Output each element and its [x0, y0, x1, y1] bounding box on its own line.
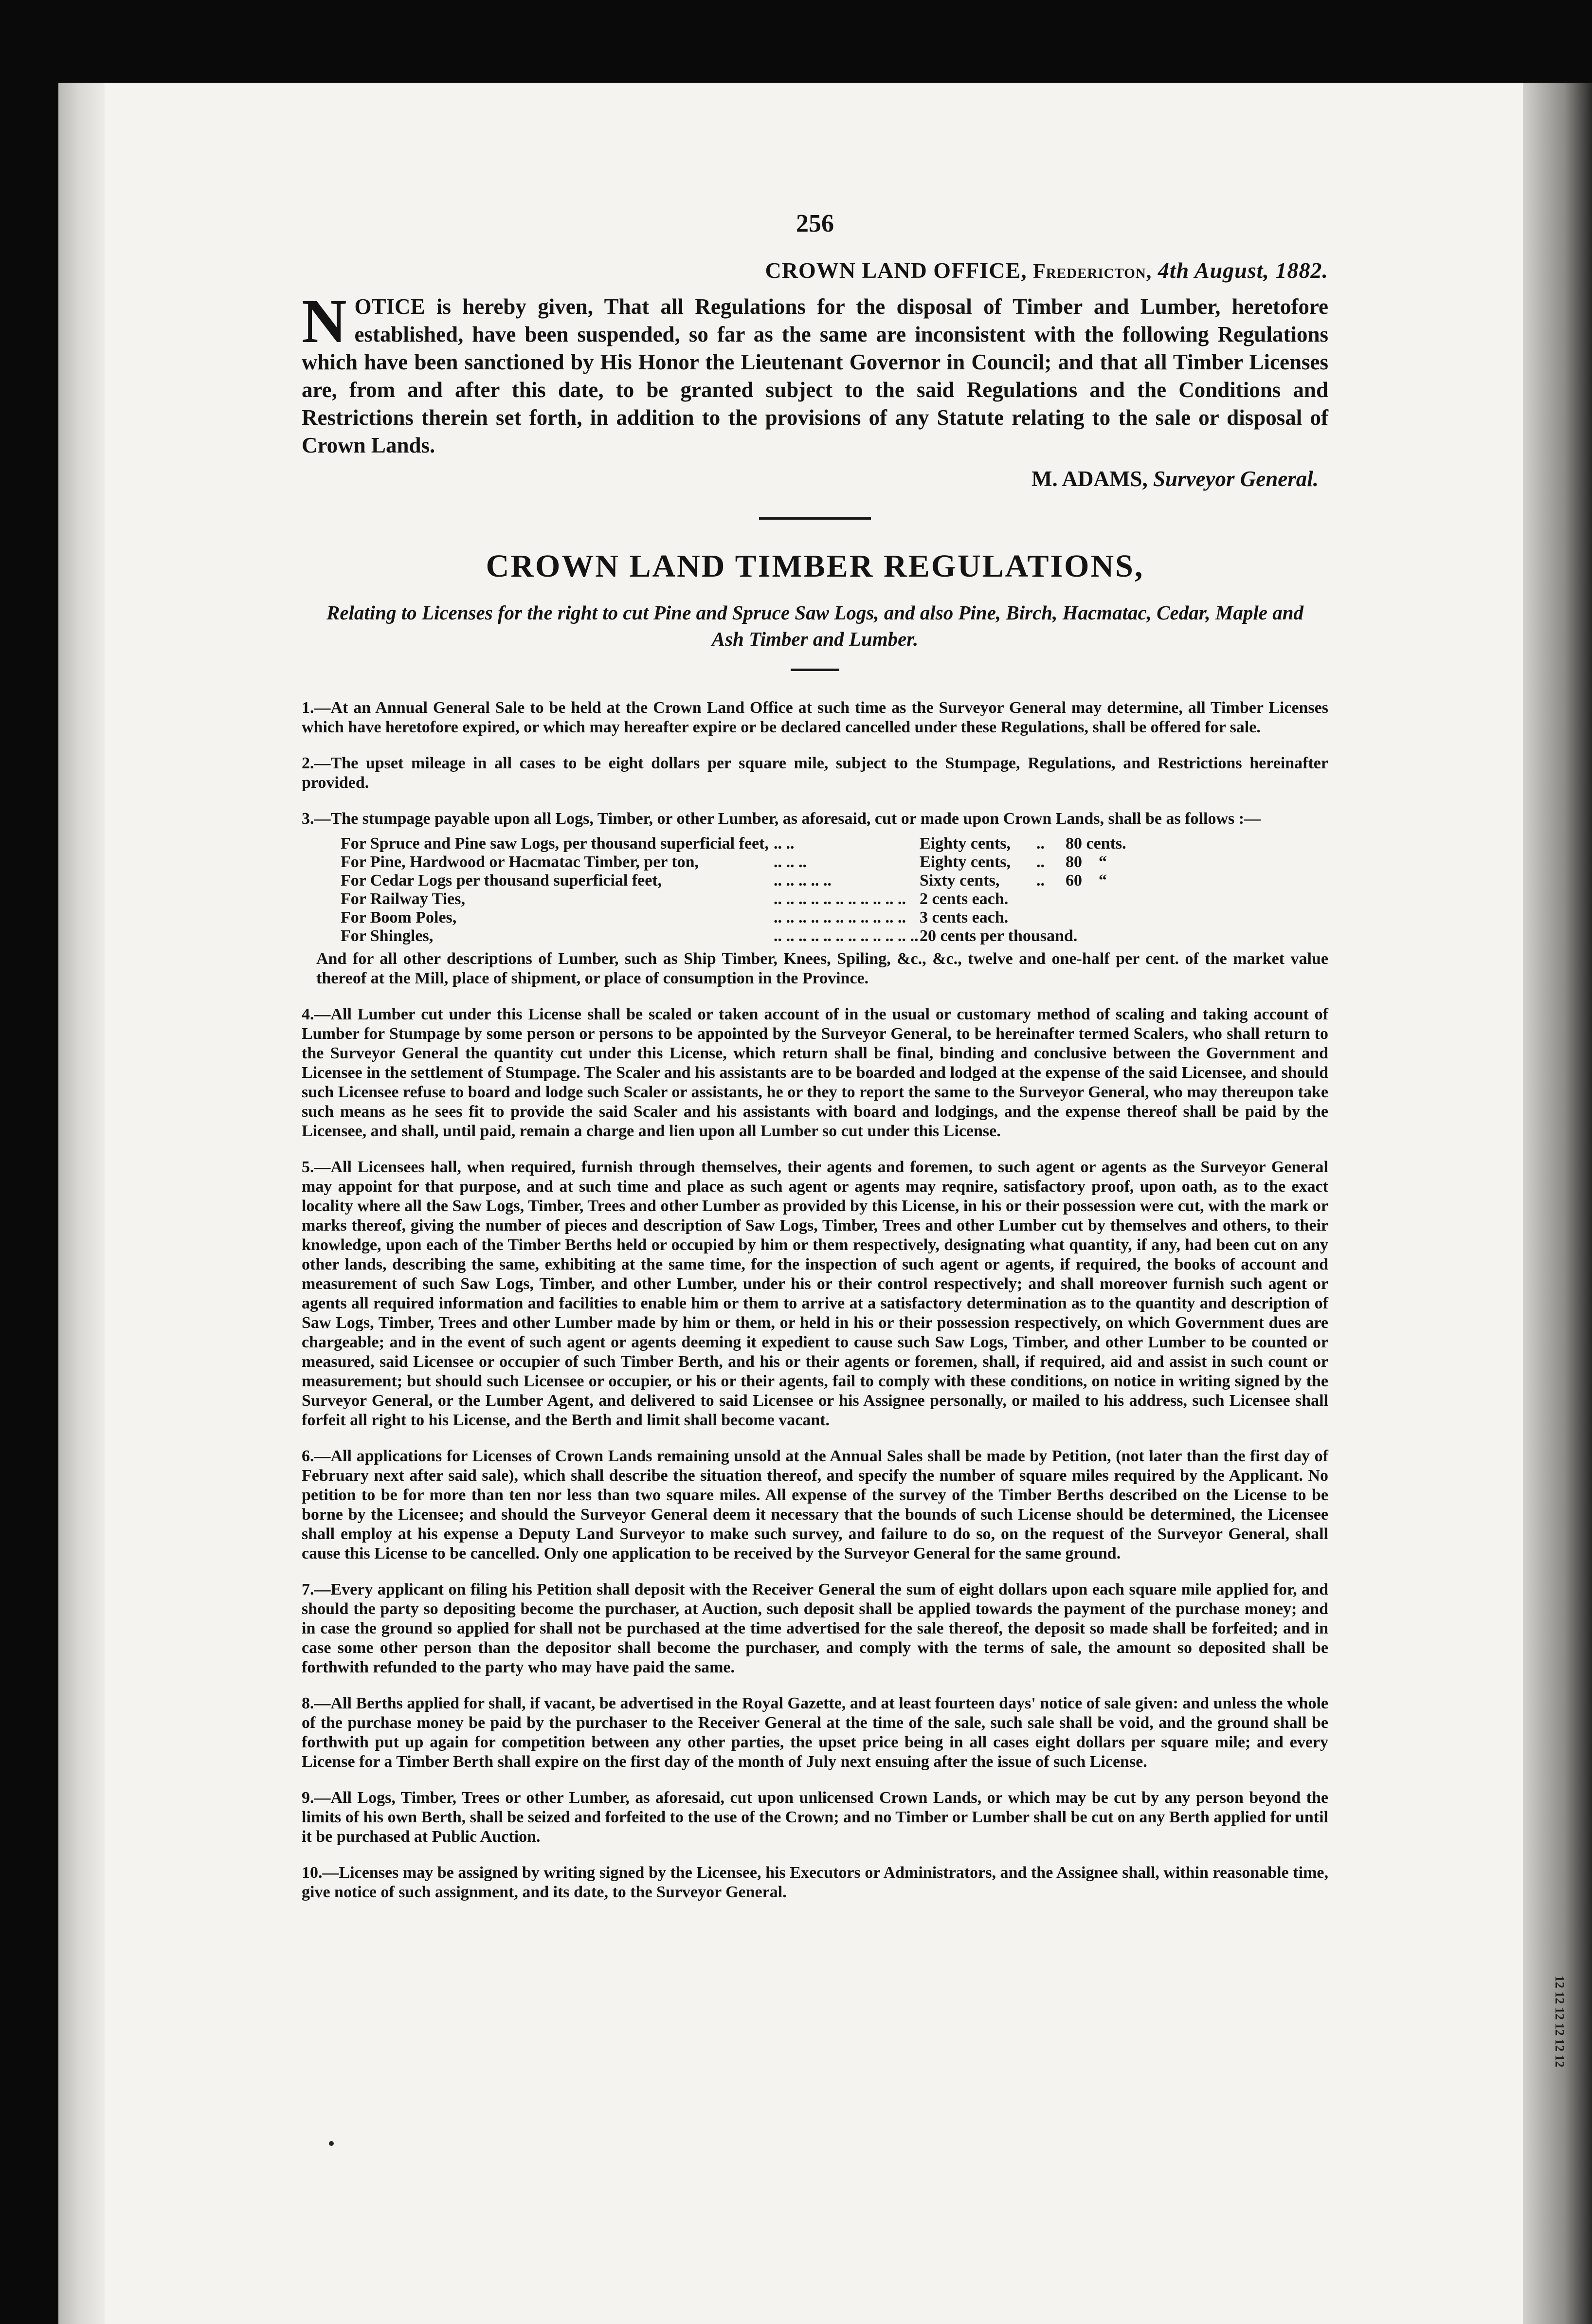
regulation-item-10	[302, 1863, 1328, 1902]
stumpage-leader: .. .. ..	[774, 853, 807, 871]
item-number: 7.	[302, 1580, 314, 1598]
page-number: 256	[796, 210, 834, 237]
item-number: 8.	[302, 1694, 314, 1712]
item-number: 1.	[302, 699, 314, 717]
item-text: —The upset mileage in all cases to be eight dollars per square mile, subject to the Stumpage, Regulations, and Restrictions hereinafter provided.	[302, 754, 1328, 792]
stumpage-amount: 80 cents.	[1066, 835, 1126, 853]
stumpage-row	[341, 853, 1255, 872]
stumpage-row	[341, 927, 1255, 945]
regulation-item-7	[302, 1580, 1328, 1677]
stumpage-item: For Cedar Logs per thousand superficial feet,	[341, 872, 662, 890]
stumpage-sep: ..	[1036, 853, 1045, 871]
notice-text: OTICE is hereby given, That all Regulations for the disposal of Timber and Lumber, heretofore established, have been suspended, so far as the same are inconsistent with the following Regulations which have been sanctioned by His Honor the Lieutenant Governor in Council; and that all Timber Licenses are, from and after this date, to be granted subject to the said Regulations and the Conditions and Restrictions therein set forth, in addition to the provisions of any Statute relating to the sale or disposal of Crown Lands.	[302, 294, 1328, 457]
stumpage-leader: .. .. .. .. ..	[774, 872, 832, 890]
item-text: —All Logs, Timber, Trees or other Lumber, as aforesaid, cut upon unlicensed Crown Lands, or which may be cut by any person beyond the limits of his own Berth, shall be seized and forfeited to the use of the Crown; and no Timber or Lumber shall be cut on any Berth applied for until it be purchased at Public Auction.	[302, 1789, 1328, 1846]
stumpage-rate: 2 cents each.	[920, 890, 1009, 908]
regulations-title: CROWN LAND TIMBER REGULATIONS,	[486, 548, 1144, 584]
stumpage-rate: 3 cents each.	[920, 908, 1009, 926]
stumpage-amount: 80 “	[1066, 853, 1107, 871]
stumpage-item: For Railway Ties,	[341, 890, 465, 908]
stumpage-rate: Eighty cents,	[920, 853, 1011, 871]
stumpage-row	[341, 890, 1255, 908]
notice-dropcap: N	[302, 287, 347, 356]
regulation-item-5	[302, 1158, 1328, 1430]
margin-marks: 12 12 12 12 12 12	[1553, 1976, 1567, 2068]
signature-title: Surveyor General.	[1153, 467, 1319, 491]
dateline-date: 4th August, 1882.	[1158, 258, 1328, 283]
regulation-item-1	[302, 698, 1328, 737]
item-text: —All Berths applied for shall, if vacant, be advertised in the Royal Gazette, and at least fourteen days' notice of sale given: and unless the whole of the purchase money be paid by the purchaser to the Receiver General at the time of the sale, such sale shall be void, and the ground shall be forthwith put up again for competition between any other parties, the upset price being in all cases eight dollars per square mile; and every License for a Timber Berth shall expire on the first day of the month of July next ensuing after the issue of such License.	[302, 1694, 1328, 1771]
document-body	[302, 209, 1328, 1919]
dateline	[302, 257, 1328, 283]
stumpage-rate: 20 cents per thousand.	[920, 927, 1078, 945]
item-text: —At an Annual General Sale to be held at the Crown Land Office at such time as the Surveyor General may determine, all Timber Licenses which have heretofore expired, or which may hereafter expire or be declared cancelled under these Regulations, shall be offered for sale.	[302, 699, 1328, 736]
item-text: —All Lumber cut under this License shall be scaled or taken account of in the usual or customary method of scaling and taking account of Lumber for Stumpage by some person or persons to be appointed by the Surveyor General, to be hereinafter termed Scalers, who shall return to the Surveyor General the quantity cut under this License, which return shall be final, binding and conclusive between the Government and Licensee in the settlement of Stumpage. The Scaler and his assistants are to be boarded and lodged at the expense of the said Licensee, and should such Licensee refuse to board and lodge such Scaler or assistants, he or they to report the same to the Surveyor General, who may thereupon take such means as he sees fit to provide the said Scaler and his assistants with board and lodgings, and the expense thereof shall be paid by the Licensee, and shall, until paid, remain a charge and lien upon all Lumber so cut under this License.	[302, 1005, 1328, 1140]
item-number: 2.	[302, 754, 314, 772]
regulation-item-2	[302, 754, 1328, 793]
stumpage-leader: .. .. .. .. .. .. .. .. .. .. ..	[774, 890, 906, 908]
item-text: —Every applicant on filing his Petition shall deposit with the Receiver General the sum of eight dollars upon each square mile applied for, and should the party so depositing become the purchaser, at Auction, such deposit shall be applied towards the payment of the purchase money; and in case the ground so applied for shall not be purchased at the time advertised for the sale thereof, the deposit so made shall be forfeited; and in case some other person than the depositor shall become the purchaser, and comply with the terms of sale, the amount so deposited shall be forthwith refunded to the party who may have paid the same.	[302, 1580, 1328, 1676]
stumpage-amount: 60 “	[1066, 872, 1107, 890]
stumpage-sep: ..	[1036, 835, 1045, 853]
regulation-list	[302, 698, 1328, 1902]
stumpage-rate: Sixty cents,	[920, 872, 1000, 890]
dateline-place: Fredericton,	[1033, 260, 1152, 283]
ink-dot	[329, 2141, 334, 2146]
item-text: —Licenses may be assigned by writing signed by the Licensee, his Executors or Administrators, and the Assignee shall, within reasonable time, give notice of such assignment, and its date, to the Surveyor General.	[302, 1864, 1328, 1901]
item-number: 9.	[302, 1789, 314, 1807]
regulation-item-8	[302, 1694, 1328, 1772]
stumpage-leader: .. ..	[774, 835, 795, 853]
stumpage-row	[341, 872, 1255, 890]
item-number: 4.	[302, 1005, 314, 1023]
stumpage-item: For Shingles,	[341, 927, 434, 945]
item-number: 3.	[302, 810, 314, 828]
stumpage-sep: ..	[1036, 872, 1045, 890]
notice-paragraph	[302, 287, 1328, 459]
stumpage-note: And for all other descriptions of Lumber, such as Ship Timber, Knees, Spiling, &c., &c., twelve and one-half per cent. of the market value thereof at the Mill, place of shipment, or place of consumption in the Province.	[316, 950, 1328, 987]
item-text: —All Licensees hall, when required, furnish through themselves, their agents and foremen, to such agent or agents as the Surveyor General may appoint for that purpose, and at such time and place as such agent or agents may reqnire, satisfactory proof, upon oath, as to the exact locality where all the Saw Logs, Timber, Trees and other Lumber as provided by this License, in his or their possession were cut, with the mark or marks thereof, giving the number of pieces and description of Saw Logs, Timber, Trees and other Lumber cut by themselves and others, to their knowledge, upon each of the Timber Berths held or occupied by him or them respectively, designating what quantity, if any, had been cut on any other lands, describing the same, exhibiting at the same time, for the inspection of such agent or agents, if required, the books of account and measurement of such Saw Logs, Timber, and other Lumber, under his or their control respectively; and shall moreover furnish such agent or agents all required information and facilities to enable him or them to arrive at a satisfactory determination as to the quantity and description of Saw Logs, Timber, Trees and other Lumber made by him or them, or held in his or their possession respectively, on which Government dues are chargeable; and in the event of such agent or agents deeming it expedient to cause such Saw Logs, Timber, and other Lumber to be counted or measured, said Licensee or occupier of such Timber Berth, and his or their agents or foremen, shall, if required, aid and assist in such count or measurement; but should such Licensee or occupier, or his or their agents, fail to comply with these conditions, on notice in writing signed by the Surveyor General, or the Lumber Agent, and delivered to said Licensee or his Assignee personally, or mailed to his address, such Licensee shall forfeit all right to his License, and the Berth and limit shall become vacant.	[302, 1158, 1328, 1429]
stumpage-item: For Spruce and Pine saw Logs, per thousand superficial feet,	[341, 835, 769, 853]
subtitle-divider	[791, 669, 839, 671]
dateline-office: CROWN LAND OFFICE,	[765, 258, 1027, 283]
signature	[302, 466, 1319, 491]
page-fold-shadow	[58, 83, 105, 2324]
regulation-item-4	[302, 1005, 1328, 1141]
stumpage-row	[341, 835, 1255, 853]
stumpage-row	[341, 908, 1255, 927]
stumpage-leader: .. .. .. .. .. .. .. .. .. .. ..	[774, 908, 906, 926]
regulation-item-3	[302, 809, 1328, 829]
regulations-subtitle: Relating to Licenses for the right to cut Pine and Spruce Saw Logs, and also Pine, Birch, Hacmatac, Cedar, Maple and Ash Timber and Lumber.	[326, 601, 1303, 650]
regulation-item-6	[302, 1447, 1328, 1563]
regulation-item-9	[302, 1788, 1328, 1847]
item-number: 10.	[302, 1864, 323, 1882]
stumpage-rate: Eighty cents,	[920, 835, 1011, 853]
item-number: 6.	[302, 1447, 314, 1465]
item-text: —All applications for Licenses of Crown Lands remaining unsold at the Annual Sales shall be made by Petition, (not later than the first day of February next after said sale), which shall describe the situation thereof, and specify the number of square miles required by the Applicant. No petition to be for more than ten nor less than two square miles. All expense of the survey of the Timber Berths described on the License to be borne by the Licensee; and should the Surveyor General deem it necessary that the bounds of such License should be determined, the Licensee shall employ at his expense a Deputy Land Surveyor to make such survey, and failure to do so, on the request of the Surveyor General, shall cause this License to be cancelled. Only one application to be received by the Surveyor General for the same ground.	[302, 1447, 1328, 1562]
stumpage-item: For Boom Poles,	[341, 908, 457, 926]
stumpage-table	[341, 835, 1255, 945]
item-number: 5.	[302, 1158, 314, 1176]
item-text: —The stumpage payable upon all Logs, Timber, or other Lumber, as aforesaid, cut or made upon Crown Lands, shall be as follows :—	[314, 810, 1261, 828]
stumpage-leader: .. .. .. .. .. .. .. .. .. .. .. ..	[774, 927, 919, 945]
signature-name: M. ADAMS,	[1031, 467, 1148, 491]
section-divider	[759, 517, 871, 520]
stumpage-item: For Pine, Hardwood or Hacmatac Timber, per ton,	[341, 853, 699, 871]
